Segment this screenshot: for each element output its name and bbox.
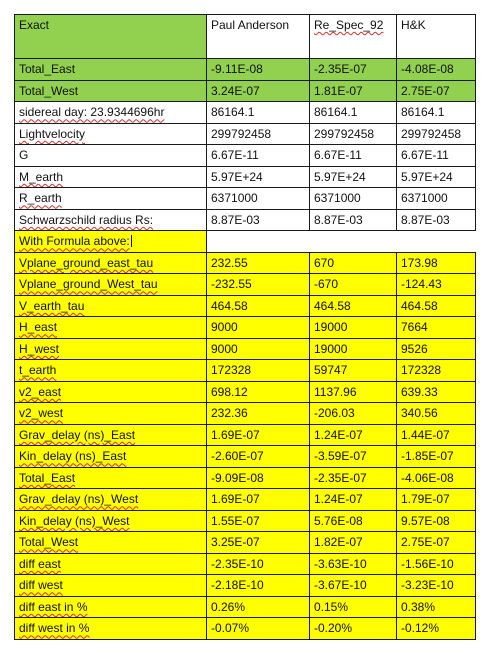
row-t-earth-5-value-2-text: 59747 [314,363,348,378]
row-total-east-value-1[interactable] [207,59,310,81]
row-label-lightvelocity[interactable] [15,123,207,145]
row-r-earth-value-2-text: 6371000 [314,191,361,206]
header-label-cell[interactable]: Exact [15,15,207,59]
row-v2-east-6-value-1[interactable] [207,381,310,403]
row-label-sidereal-day-23-9344696hr[interactable] [15,102,207,124]
row-diff-west-in-17-value-3-text: -0.12% [401,621,440,636]
row-diff-east-14-value-2-text: -3.63E-10 [314,556,367,571]
row-h-east-3-value-2-text: 19000 [314,320,348,335]
row-h-west-4-value-2-text: 19000 [314,341,348,356]
row-vplane-ground-west-tau-1-value-2-text: -670 [314,277,339,292]
row-label-v-earth-tau-2[interactable] [15,295,207,317]
table-row [15,188,476,210]
row-sidereal-day-23-9344696hr-value-3-text: 86164.1 [401,105,445,120]
row-lightvelocity-value-2-text: 299792458 [314,126,375,141]
header-col-paul-anderson[interactable]: Paul Anderson [207,15,310,59]
row-t-earth-5-value-3-text: 172328 [401,363,442,378]
row-g-value-1-text: 6.67E-11 [211,148,259,163]
table-row [15,446,476,468]
row-m-earth-value-1-text: 5.97E+24 [211,169,263,184]
header-col-hk[interactable]: H&K [397,15,476,59]
row-schwarzschild-radius-rs-value-3-text: 8.87E-03 [401,212,450,227]
row-diff-east-in-16-value-1-text: 0.26% [211,599,246,614]
row-diff-west-in-17-value-2[interactable] [310,618,397,640]
row-grav-delay-ns-east-8-value-2-text: 1.24E-07 [314,427,363,442]
row-label-h-east-3-text: H_east [19,320,58,335]
row-kin-delay-ns-east-9-value-1[interactable] [207,446,310,468]
row-label-vplane-ground-east-tau-0[interactable] [15,252,207,274]
row-v-earth-tau-2-value-2-text: 464.58 [314,298,351,313]
row-label-m-earth[interactable] [15,166,207,188]
row-g-value-2-text: 6.67E-11 [314,148,362,163]
row-label-vplane-ground-east-tau-0-text: Vplane_ground_east_tau [19,255,154,270]
row-label-total-west-13-text: Total_West [19,535,79,550]
row-total-east-value-3-text: -4.08E-08 [401,62,454,77]
row-label-total-west-text: Total_West [19,83,79,98]
row-g-value-3-text: 6.67E-11 [401,148,449,163]
row-label-diff-west-in-17[interactable] [15,618,207,640]
row-total-west-value-2-text: 1.81E-07 [314,83,363,98]
row-vplane-ground-east-tau-0-value-2-text: 670 [314,255,335,270]
row-r-earth-value-1[interactable] [207,188,310,210]
formula-row-blank [207,231,476,253]
row-diff-west-15-value-1[interactable] [207,575,310,597]
formula-label-cell[interactable] [15,231,207,253]
row-total-west-value-1-text: 3.24E-07 [211,83,260,98]
row-diff-west-in-17-value-1-text: -0.07% [211,621,250,636]
row-m-earth-value-1[interactable] [207,166,310,188]
text-cursor [131,235,132,247]
row-total-west-13-value-1-text: 3.25E-07 [211,535,260,550]
row-v2-west-7-value-3[interactable] [397,403,476,425]
row-total-east-value-2[interactable] [310,59,397,81]
row-diff-east-14-value-3-text: -1.56E-10 [401,556,454,571]
row-label-r-earth-text: R_earth [19,191,62,206]
row-kin-delay-ns-east-9-value-3-text: -1.85E-07 [401,449,454,464]
row-label-g-text: G [19,148,29,163]
row-g-value-2[interactable] [310,145,397,167]
row-label-v2-east-6-text: v2_east [19,384,62,399]
table-row [15,274,476,296]
row-h-west-4-value-1-text: 9000 [211,341,238,356]
table-row [15,209,476,231]
row-grav-delay-ns-west-11-value-3-text: 1.79E-07 [401,492,450,507]
row-label-kin-delay-ns-west-12[interactable] [15,510,207,532]
table-row [15,295,476,317]
row-diff-east-in-16-value-2-text: 0.15% [314,599,349,614]
table-row [15,424,476,446]
row-diff-east-in-16-value-3[interactable] [397,596,476,618]
row-label-diff-west-15-text: diff west [19,578,63,593]
row-r-earth-value-3-text: 6371000 [401,191,448,206]
row-v2-west-7-value-2[interactable] [310,403,397,425]
row-grav-delay-ns-west-11-value-3[interactable] [397,489,476,511]
row-schwarzschild-radius-rs-value-3[interactable] [397,209,476,231]
row-v-earth-tau-2-value-3[interactable] [397,295,476,317]
row-lightvelocity-value-1-text: 299792458 [211,126,272,141]
row-grav-delay-ns-east-8-value-3[interactable] [397,424,476,446]
row-label-total-west-13[interactable] [15,532,207,554]
row-grav-delay-ns-east-8-value-3-text: 1.44E-07 [401,427,450,442]
row-kin-delay-ns-west-12-value-1[interactable] [207,510,310,532]
row-vplane-ground-east-tau-0-value-2[interactable] [310,252,397,274]
row-h-west-4-value-1[interactable] [207,338,310,360]
row-t-earth-5-value-1-text: 172328 [211,363,252,378]
row-kin-delay-ns-west-12-value-3-text: 9.57E-08 [401,513,450,528]
row-total-west-value-3-text: 2.75E-07 [401,83,450,98]
table-row [15,338,476,360]
table-row [15,618,476,640]
data-table [14,14,476,640]
row-lightvelocity-value-3[interactable] [397,123,476,145]
row-diff-west-15-value-3-text: -3.23E-10 [401,578,454,593]
row-v-earth-tau-2-value-3-text: 464.58 [401,298,438,313]
row-vplane-ground-west-tau-1-value-1-text: -232.55 [211,277,252,292]
row-label-total-east-10-text: Total_East [19,470,76,485]
row-lightvelocity-value-1[interactable] [207,123,310,145]
row-m-earth-value-2[interactable] [310,166,397,188]
row-h-east-3-value-1[interactable] [207,317,310,339]
row-sidereal-day-23-9344696hr-value-2[interactable] [310,102,397,124]
row-label-lightvelocity-text: Lightvelocity [19,126,86,141]
table-row [15,381,476,403]
row-diff-east-in-16-value-3-text: 0.38% [401,599,436,614]
header-row [15,15,476,59]
row-schwarzschild-radius-rs-value-1[interactable] [207,209,310,231]
header-col-re-spec-92[interactable] [310,15,397,59]
row-label-diff-east-in-16-text: diff east in % [19,599,88,614]
row-sidereal-day-23-9344696hr-value-1-text: 86164.1 [211,105,255,120]
row-schwarzschild-radius-rs-value-2-text: 8.87E-03 [314,212,363,227]
row-total-west-value-3[interactable] [397,80,476,102]
row-h-east-3-value-1-text: 9000 [211,320,238,335]
table-row [15,403,476,425]
row-grav-delay-ns-east-8-value-1-text: 1.69E-07 [211,427,260,442]
row-total-west-13-value-2-text: 1.82E-07 [314,535,363,550]
row-label-vplane-ground-west-tau-1[interactable] [15,274,207,296]
row-total-east-10-value-1[interactable] [207,467,310,489]
row-total-east-10-value-2-text: -2.35E-07 [314,470,367,485]
row-grav-delay-ns-west-11-value-2[interactable] [310,489,397,511]
row-label-grav-delay-ns-west-11-text: Grav_delay (ns)_West [19,492,139,507]
row-grav-delay-ns-east-8-value-2[interactable] [310,424,397,446]
row-label-total-west[interactable] [15,80,207,102]
row-diff-west-15-value-2[interactable] [310,575,397,597]
row-kin-delay-ns-east-9-value-2-text: -3.59E-07 [314,449,367,464]
row-v2-west-7-value-1-text: 232.36 [211,406,248,421]
table-row [15,360,476,382]
row-label-schwarzschild-radius-rs-text: Schwarzschild radius Rs: [19,212,154,227]
row-label-diff-west-15[interactable] [15,575,207,597]
row-h-west-4-value-3-text: 9526 [401,341,428,356]
header-col3-text: Re_Spec_92 [314,18,384,32]
row-sidereal-day-23-9344696hr-value-3[interactable] [397,102,476,124]
row-diff-west-15-value-3[interactable] [397,575,476,597]
row-vplane-ground-west-tau-1-value-3-text: -124.43 [401,277,442,292]
row-total-west-value-2[interactable] [310,80,397,102]
row-h-west-4-value-3[interactable] [397,338,476,360]
row-h-east-3-value-2[interactable] [310,317,397,339]
row-lightvelocity-value-3-text: 299792458 [401,126,462,141]
row-diff-east-14-value-2[interactable] [310,553,397,575]
row-label-vplane-ground-west-tau-1-text: Vplane_ground_West_tau [19,277,158,292]
row-label-h-west-4[interactable] [15,338,207,360]
row-vplane-ground-east-tau-0-value-3-text: 173.98 [401,255,438,270]
row-v2-east-6-value-2[interactable] [310,381,397,403]
table-row [15,596,476,618]
row-diff-west-in-17-value-1[interactable] [207,618,310,640]
row-total-west-value-1[interactable] [207,80,310,102]
row-diff-east-in-16-value-2[interactable] [310,596,397,618]
row-kin-delay-ns-west-12-value-2[interactable] [310,510,397,532]
table-row [15,575,476,597]
row-diff-east-14-value-3[interactable] [397,553,476,575]
row-label-diff-west-in-17-text: diff west in % [19,621,90,636]
row-grav-delay-ns-west-11-value-1-text: 1.69E-07 [211,492,260,507]
row-diff-west-in-17-value-2-text: -0.20% [314,621,353,636]
row-label-v2-east-6[interactable] [15,381,207,403]
row-label-kin-delay-ns-east-9[interactable] [15,446,207,468]
row-label-v2-west-7-text: v2_west [19,406,64,421]
table-row [15,102,476,124]
row-label-diff-east-in-16[interactable] [15,596,207,618]
row-label-h-east-3[interactable] [15,317,207,339]
row-schwarzschild-radius-rs-value-2[interactable] [310,209,397,231]
row-kin-delay-ns-east-9-value-2[interactable] [310,446,397,468]
row-kin-delay-ns-east-9-value-1-text: -2.60E-07 [211,449,264,464]
row-label-diff-east-14-text: diff east [19,556,61,571]
row-h-west-4-value-2[interactable] [310,338,397,360]
row-g-value-3[interactable] [397,145,476,167]
row-kin-delay-ns-west-12-value-1-text: 1.55E-07 [211,513,260,528]
row-total-west-13-value-1[interactable] [207,532,310,554]
row-total-east-10-value-1-text: -9.09E-08 [211,470,264,485]
row-v2-west-7-value-2-text: -206.03 [314,406,355,421]
row-grav-delay-ns-west-11-value-1[interactable] [207,489,310,511]
row-r-earth-value-2[interactable] [310,188,397,210]
row-t-earth-5-value-3[interactable] [397,360,476,382]
row-total-east-10-value-2[interactable] [310,467,397,489]
row-label-grav-delay-ns-east-8-text: Grav_delay (ns)_East [19,427,136,442]
row-label-m-earth-text: M_earth [19,169,64,184]
row-total-east-10-value-3-text: -4.06E-08 [401,470,454,485]
row-m-earth-value-2-text: 5.97E+24 [314,169,366,184]
formula-row [15,231,476,253]
table-row [15,317,476,339]
row-v-earth-tau-2-value-2[interactable] [310,295,397,317]
row-diff-east-14-value-1-text: -2.35E-10 [211,556,264,571]
row-v2-east-6-value-3-text: 639.33 [401,384,438,399]
row-label-diff-east-14[interactable] [15,553,207,575]
row-diff-east-in-16-value-1[interactable] [207,596,310,618]
row-label-total-east-10[interactable] [15,467,207,489]
row-v2-west-7-value-1[interactable] [207,403,310,425]
row-sidereal-day-23-9344696hr-value-2-text: 86164.1 [314,105,358,120]
row-sidereal-day-23-9344696hr-value-1[interactable] [207,102,310,124]
row-label-g[interactable] [15,145,207,167]
row-r-earth-value-1-text: 6371000 [211,191,258,206]
row-label-v2-west-7[interactable] [15,403,207,425]
row-r-earth-value-3[interactable] [397,188,476,210]
row-label-sidereal-day-23-9344696hr-text: sidereal day: 23.9344696hr [19,105,165,120]
row-grav-delay-ns-west-11-value-2-text: 1.24E-07 [314,492,363,507]
row-diff-west-in-17-value-3[interactable] [397,618,476,640]
table-row [15,123,476,145]
row-total-west-13-value-3[interactable] [397,532,476,554]
row-vplane-ground-east-tau-0-value-3[interactable] [397,252,476,274]
row-h-east-3-value-3[interactable] [397,317,476,339]
row-m-earth-value-3-text: 5.97E+24 [401,169,453,184]
table-body [15,15,476,640]
row-label-v-earth-tau-2-text: V_earth_tau [19,298,85,313]
row-total-east-value-3[interactable] [397,59,476,81]
row-label-total-east[interactable] [15,59,207,81]
row-label-grav-delay-ns-west-11[interactable] [15,489,207,511]
row-vplane-ground-west-tau-1-value-1[interactable] [207,274,310,296]
table-row [15,489,476,511]
row-lightvelocity-value-2[interactable] [310,123,397,145]
row-vplane-ground-east-tau-0-value-1-text: 232.55 [211,255,248,270]
table-row [15,252,476,274]
table-row [15,553,476,575]
row-vplane-ground-west-tau-1-value-2[interactable] [310,274,397,296]
table-row [15,166,476,188]
row-label-schwarzschild-radius-rs[interactable] [15,209,207,231]
row-vplane-ground-east-tau-0-value-1[interactable] [207,252,310,274]
row-m-earth-value-3[interactable] [397,166,476,188]
row-schwarzschild-radius-rs-value-1-text: 8.87E-03 [211,212,260,227]
row-kin-delay-ns-west-12-value-2-text: 5.76E-08 [314,513,363,528]
table-row [15,467,476,489]
row-total-east-value-2-text: -2.35E-07 [314,62,367,77]
row-g-value-1[interactable] [207,145,310,167]
row-total-east-10-value-3[interactable] [397,467,476,489]
row-grav-delay-ns-east-8-value-1[interactable] [207,424,310,446]
table-row [15,59,476,81]
row-diff-east-14-value-1[interactable] [207,553,310,575]
row-kin-delay-ns-west-12-value-3[interactable] [397,510,476,532]
row-vplane-ground-west-tau-1-value-3[interactable] [397,274,476,296]
formula-label-cell-text: With Formula above: [19,234,130,249]
row-t-earth-5-value-2[interactable] [310,360,397,382]
row-total-east-value-1-text: -9.11E-08 [211,62,263,77]
row-label-t-earth-5-text: t_earth [19,363,57,378]
row-v2-west-7-value-3-text: 340.56 [401,406,438,421]
row-h-east-3-value-3-text: 7664 [401,320,428,335]
row-label-grav-delay-ns-east-8[interactable] [15,424,207,446]
table-row [15,510,476,532]
row-label-total-east-text: Total_East [19,62,76,77]
row-label-h-west-4-text: H_west [19,341,60,356]
row-v2-east-6-value-3[interactable] [397,381,476,403]
table-row [15,532,476,554]
table-row [15,80,476,102]
row-label-r-earth[interactable] [15,188,207,210]
row-total-west-13-value-2[interactable] [310,532,397,554]
row-diff-west-15-value-1-text: -2.18E-10 [211,578,264,593]
row-label-kin-delay-ns-east-9-text: Kin_delay (ns)_East [19,449,127,464]
row-label-t-earth-5[interactable] [15,360,207,382]
row-diff-west-15-value-2-text: -3.67E-10 [314,578,367,593]
row-total-west-13-value-3-text: 2.75E-07 [401,535,450,550]
row-v2-east-6-value-1-text: 698.12 [211,384,248,399]
row-label-kin-delay-ns-west-12-text: Kin_delay (ns)_West [19,513,130,528]
row-v-earth-tau-2-value-1[interactable] [207,295,310,317]
row-t-earth-5-value-1[interactable] [207,360,310,382]
row-v2-east-6-value-2-text: 1137.96 [314,384,357,399]
row-v-earth-tau-2-value-1-text: 464.58 [211,298,248,313]
row-kin-delay-ns-east-9-value-3[interactable] [397,446,476,468]
table-row [15,145,476,167]
